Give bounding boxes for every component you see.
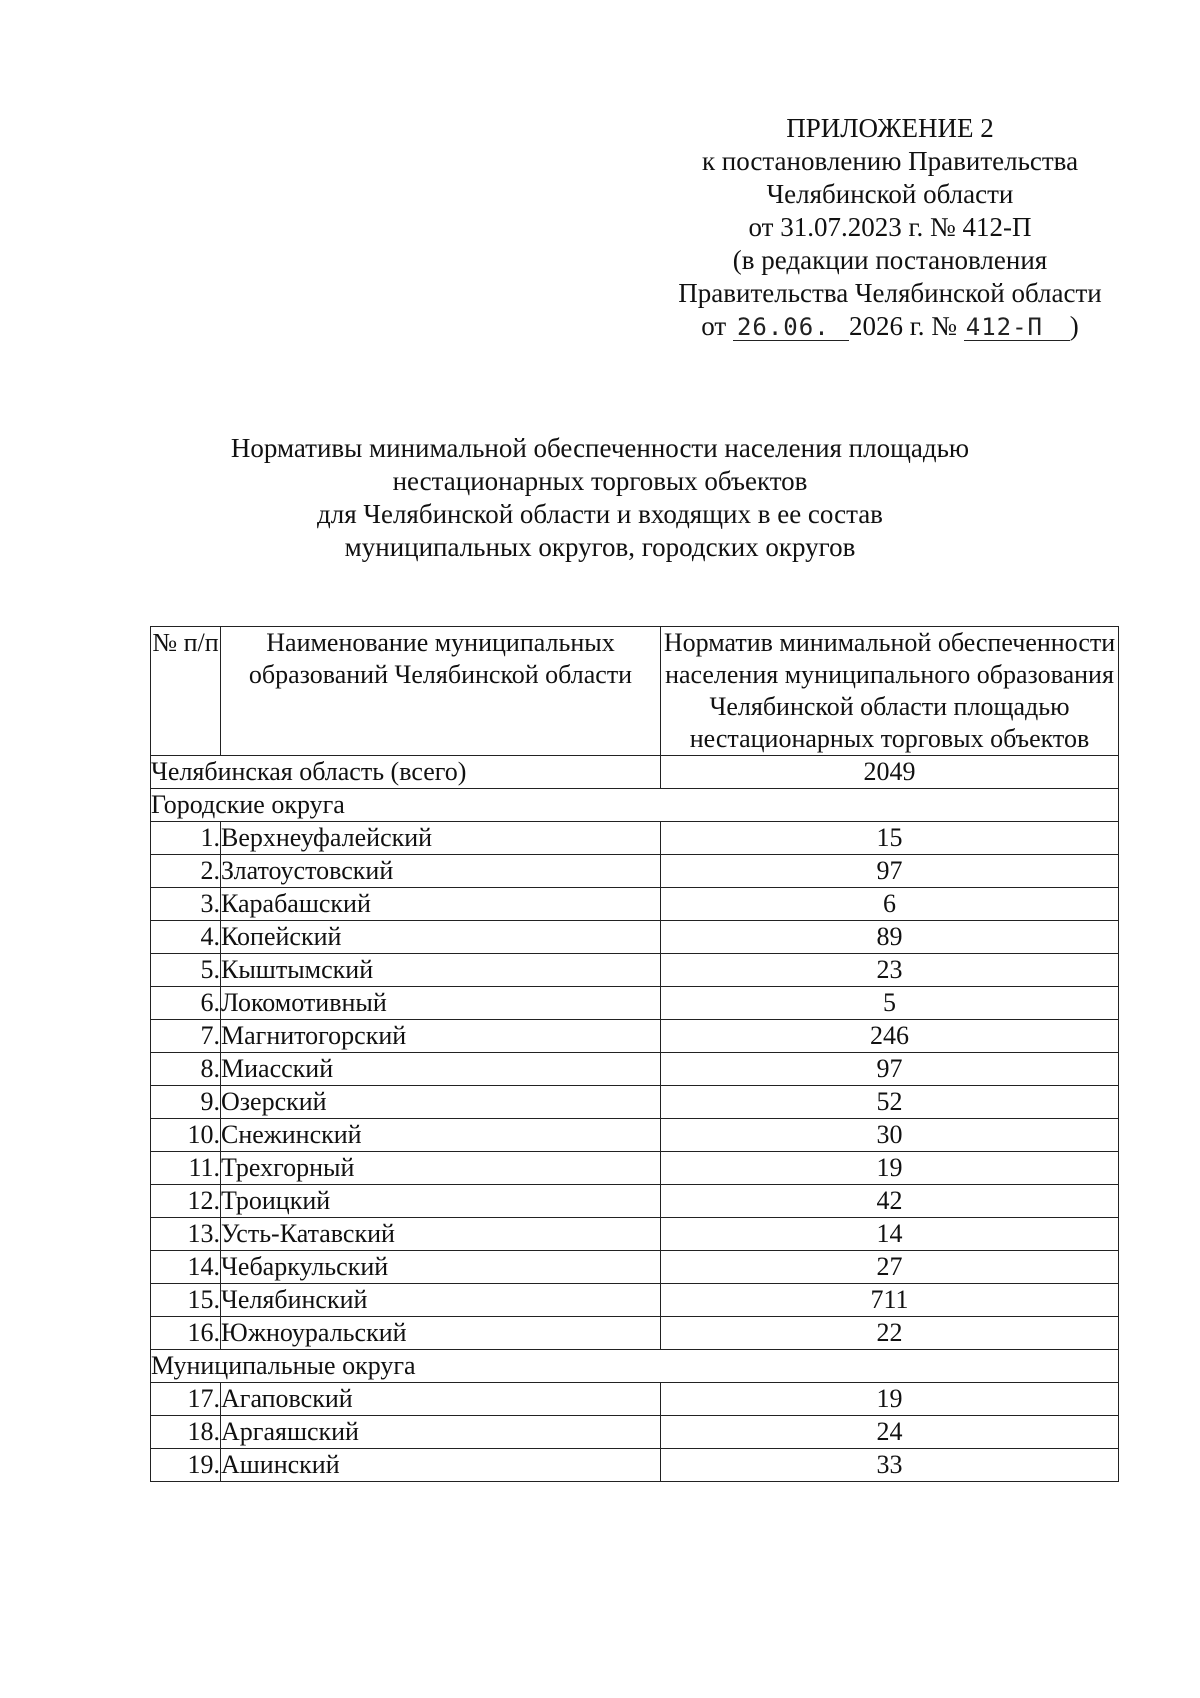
document-title-line-4: муниципальных округов, городских округов: [344, 532, 856, 562]
row-name: Агаповский: [221, 1383, 661, 1416]
total-row: [151, 756, 1119, 789]
document-title-line-3: для Челябинской области и входящих в ее состав: [317, 499, 883, 529]
row-value: 19: [661, 1152, 1119, 1185]
row-name: Верхнеуфалейский: [221, 822, 661, 855]
row-name: Челябинский: [221, 1284, 661, 1317]
attachment-line-5: Правительства Челябинской области: [678, 278, 1102, 308]
row-value: 5: [661, 987, 1119, 1020]
table-row: [151, 1152, 1119, 1185]
row-value: 89: [661, 921, 1119, 954]
row-number: 16.: [151, 1317, 221, 1350]
row-value: 24: [661, 1416, 1119, 1449]
row-value: 97: [661, 855, 1119, 888]
row-number: 8.: [151, 1053, 221, 1086]
row-name: Златоустовский: [221, 855, 661, 888]
row-name: Магнитогорский: [221, 1020, 661, 1053]
row-value: 42: [661, 1185, 1119, 1218]
attachment-header: [640, 112, 1140, 343]
table-row: [151, 888, 1119, 921]
amendment-number: 412-П: [965, 313, 1043, 341]
row-name: Локомотивный: [221, 987, 661, 1020]
header-number: № п/п: [151, 627, 221, 756]
table-row: [151, 1251, 1119, 1284]
row-value: 23: [661, 954, 1119, 987]
row-name: Копейский: [221, 921, 661, 954]
section-row: [151, 789, 1119, 822]
row-number: 10.: [151, 1119, 221, 1152]
total-value: 2049: [661, 756, 1119, 789]
row-value: 52: [661, 1086, 1119, 1119]
row-number: 5.: [151, 954, 221, 987]
table-row: [151, 1284, 1119, 1317]
document-title-line-1: Нормативы минимальной обеспеченности населения площадью: [230, 433, 970, 463]
row-name: Троицкий: [221, 1185, 661, 1218]
document-title: [140, 432, 1060, 564]
attachment-line-3: от 31.07.2023 г. № 412-П: [748, 212, 1032, 242]
row-name: Карабашский: [221, 888, 661, 921]
header-value: Норматив минимальной обеспеченности населения муниципального образования Челябинской области площадью нестационарных торговых объектов: [661, 627, 1119, 756]
section-row: [151, 1350, 1119, 1383]
amendment-prefix: от: [701, 311, 727, 341]
row-value: 97: [661, 1053, 1119, 1086]
amendment-line: [640, 310, 1140, 343]
section-label: Городские округа: [151, 789, 1119, 822]
table-header-row: [151, 627, 1119, 756]
table-row: [151, 1218, 1119, 1251]
table-row: [151, 1020, 1119, 1053]
header-name: Наименование муниципальных образований Челябинской области: [221, 627, 661, 756]
table-row: [151, 1119, 1119, 1152]
row-number: 9.: [151, 1086, 221, 1119]
row-number: 7.: [151, 1020, 221, 1053]
section-label: Муниципальные округа: [151, 1350, 1119, 1383]
table-row: [151, 1185, 1119, 1218]
table-row: [151, 1317, 1119, 1350]
row-number: 4.: [151, 921, 221, 954]
attachment-line-2: Челябинской области: [766, 179, 1014, 209]
row-name: Ашинский: [221, 1449, 661, 1482]
row-value: 19: [661, 1383, 1119, 1416]
row-name: Снежинский: [221, 1119, 661, 1152]
row-value: 22: [661, 1317, 1119, 1350]
row-number: 15.: [151, 1284, 221, 1317]
row-name: Кыштымский: [221, 954, 661, 987]
row-name: Миасский: [221, 1053, 661, 1086]
row-number: 2.: [151, 855, 221, 888]
row-number: 17.: [151, 1383, 221, 1416]
table-row: [151, 1053, 1119, 1086]
row-number: 3.: [151, 888, 221, 921]
document-title-line-2: нестационарных торговых объектов: [392, 466, 808, 496]
row-value: 33: [661, 1449, 1119, 1482]
row-number: 6.: [151, 987, 221, 1020]
attachment-line-1: к постановлению Правительства: [701, 146, 1079, 176]
row-number: 18.: [151, 1416, 221, 1449]
row-number: 13.: [151, 1218, 221, 1251]
row-value: 6: [661, 888, 1119, 921]
table-row: [151, 921, 1119, 954]
table-body: [151, 756, 1119, 1482]
total-label: Челябинская область (всего): [151, 756, 661, 789]
amendment-date-field: [733, 313, 849, 341]
row-value: 15: [661, 822, 1119, 855]
attachment-line-4: (в редакции постановления: [732, 245, 1048, 275]
amendment-suffix: ): [1069, 311, 1079, 341]
amendment-number-field: [964, 313, 1070, 341]
table-row: [151, 987, 1119, 1020]
row-number: 11.: [151, 1152, 221, 1185]
row-value: 30: [661, 1119, 1119, 1152]
row-name: Трехгорный: [221, 1152, 661, 1185]
row-number: 14.: [151, 1251, 221, 1284]
table-row: [151, 1086, 1119, 1119]
row-value: 711: [661, 1284, 1119, 1317]
table-row: [151, 822, 1119, 855]
attachment-title: ПРИЛОЖЕНИЕ 2: [786, 113, 994, 143]
row-value: 27: [661, 1251, 1119, 1284]
row-number: 1.: [151, 822, 221, 855]
row-value: 246: [661, 1020, 1119, 1053]
row-name: Южноуральский: [221, 1317, 661, 1350]
row-number: 12.: [151, 1185, 221, 1218]
row-name: Аргаяшский: [221, 1416, 661, 1449]
table-row: [151, 1449, 1119, 1482]
table-row: [151, 1383, 1119, 1416]
table-row: [151, 855, 1119, 888]
table-row: [151, 1416, 1119, 1449]
table-row: [151, 954, 1119, 987]
row-number: 19.: [151, 1449, 221, 1482]
row-name: Чебаркульский: [221, 1251, 661, 1284]
amendment-mid: 2026 г. №: [848, 311, 957, 341]
row-name: Озерский: [221, 1086, 661, 1119]
norms-table: [150, 626, 1119, 1482]
row-name: Усть-Катавский: [221, 1218, 661, 1251]
row-value: 14: [661, 1218, 1119, 1251]
amendment-date: 26.06.: [736, 313, 830, 341]
